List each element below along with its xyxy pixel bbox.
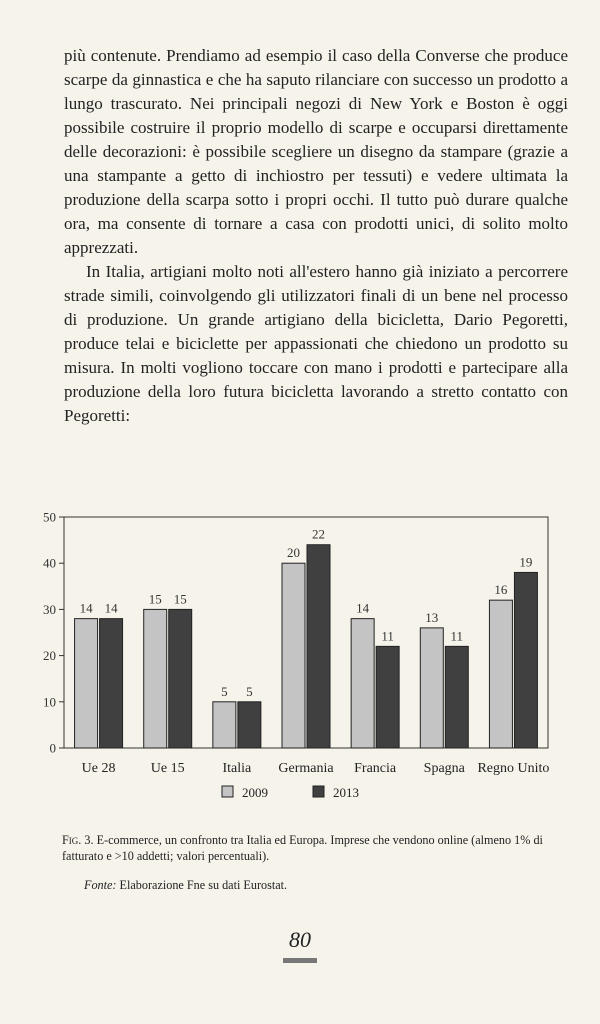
source-text: Elaborazione Fne su dati Eurostat. <box>119 878 288 892</box>
bar-2013 <box>376 646 399 748</box>
x-tick-label: Italia <box>222 761 252 776</box>
data-label: 5 <box>246 683 253 699</box>
figure-label: Fig. 3. <box>62 833 94 847</box>
x-tick-label: Regno Unito <box>477 761 550 776</box>
legend-swatch-2013 <box>313 786 324 797</box>
y-tick-label: 30 <box>43 601 56 617</box>
data-label: 5 <box>221 683 228 699</box>
source-label: Fonte: <box>84 878 117 892</box>
figure-caption-text: E-commerce, un confronto tra Italia ed Europa. Imprese che vendono online (almeno 1% di fatturato e >10 addetti; valori percentuali). <box>62 833 543 863</box>
y-tick-label: 50 <box>43 509 56 525</box>
data-label: 11 <box>381 628 394 644</box>
data-label: 11 <box>450 628 464 644</box>
figure-caption <box>62 832 572 864</box>
bar-2009 <box>489 600 512 748</box>
legend-label: 2009 <box>242 785 268 800</box>
y-tick-label: 10 <box>43 694 56 710</box>
paragraph-1: più contenute. Prendiamo ad esempio il caso della Converse che produce scarpe da ginnastica e che ha saputo rilanciare con successo un prodotto a lungo trascurato. Nei principali negozi di New York e Boston è oggi possibile costruire il proprio modello di scarpe e occuparsi direttamente delle decorazioni: è possibile scegliere un disegno da stampare (grazie a una stampante a getto di inchiostro per tessuti) e vedere ultimata la produzione della scarpa sotto i propri occhi. Il tutto può durare qualche ora, ma consente di tornare a casa con prodotti unici, di solito molto apprezzati. <box>64 46 568 257</box>
data-label: 20 <box>287 545 300 561</box>
bar-2009 <box>213 702 236 748</box>
data-label: 13 <box>425 609 439 625</box>
data-label: 15 <box>173 591 187 607</box>
bar-2009 <box>75 619 98 748</box>
x-tick-label: Ue 28 <box>81 761 116 776</box>
bar-2009 <box>282 563 305 748</box>
data-label: 16 <box>494 582 508 598</box>
legend-swatch-2009 <box>222 786 233 797</box>
data-label: 14 <box>356 600 370 616</box>
source-note <box>84 877 564 893</box>
bar-2013 <box>445 646 468 748</box>
bar-2009 <box>144 609 167 748</box>
page-number-rule <box>283 958 317 963</box>
bar-2009 <box>351 619 374 748</box>
x-tick-label: Germania <box>278 761 334 776</box>
paragraph-2: In Italia, artigiani molto noti all'estero hanno già iniziato a percorrere strade simili, coinvolgendo gli utilizzatori finali di un bene nel processo di produzione. Un grande artigiano della bicicletta, Dario Pegoretti, produce telai e biciclette per appassionati che chiedono un prodotto su misura. In molti vogliono toccare con mano i prodotti e partecipare alla produzione della loro futura bicicletta lavorando a stretto contatto con Pegoretti: <box>64 262 568 425</box>
plot-frame <box>64 517 548 748</box>
x-tick-label: Spagna <box>423 761 465 776</box>
x-tick-label: Francia <box>354 761 397 776</box>
page-number: 80 <box>289 927 311 952</box>
bar-2013 <box>100 619 123 748</box>
data-label: 22 <box>312 526 325 542</box>
data-label: 14 <box>79 600 93 616</box>
bar-2013 <box>514 572 537 748</box>
y-tick-label: 40 <box>43 555 56 571</box>
data-label: 15 <box>148 591 162 607</box>
data-label: 19 <box>519 554 533 570</box>
bar-2013 <box>238 702 261 748</box>
data-label: 14 <box>104 600 118 616</box>
legend-label: 2013 <box>333 785 359 800</box>
bar-2009 <box>420 628 443 748</box>
bar-2013 <box>307 545 330 748</box>
bar-2013 <box>169 609 192 748</box>
y-tick-label: 0 <box>49 740 56 756</box>
x-tick-label: Ue 15 <box>150 761 185 776</box>
y-tick-label: 20 <box>43 648 56 664</box>
